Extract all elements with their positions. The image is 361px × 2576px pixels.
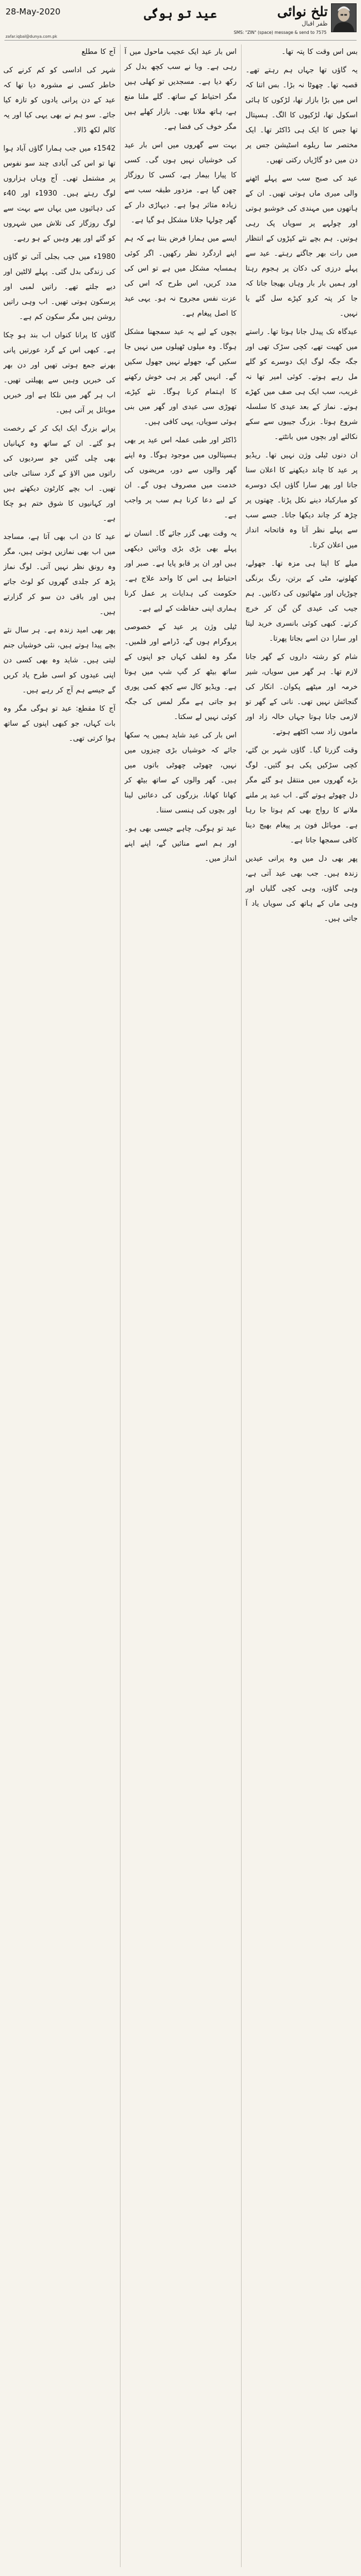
paragraph: 1980ء میں جب بجلی آئی تو گاؤں کی زندگی بدل گئی۔ پہلے لالٹین اور دیے جلتے تھے۔ راتیں لمبی اور پرسکون ہوتی تھیں۔ اب وہی راتیں روشن ہیں مگر سکون کم ہے۔ xyxy=(3,253,116,321)
author-photo xyxy=(331,3,357,32)
header-rule xyxy=(4,40,357,41)
paragraph: عیدگاہ تک پیدل جانا ہوتا تھا۔ راستے میں کھیت تھے، کچی سڑک تھی اور جگہ جگہ لوگ ایک دوسرے کو گلے مل رہے ہوتے۔ کوئی امیر تھا نہ غریب، سب ایک ہی صف میں کھڑے ہوتے۔ نماز کے بعد عیدی کا سلسلہ شروع ہوتا۔ بزرگ جیبوں سے سکے نکالتے اور بچوں میں بانٹتے۔ xyxy=(245,328,358,441)
column-brand xyxy=(277,4,328,27)
paragraph: بچوں کے لیے یہ عید سمجھنا مشکل ہوگا۔ وہ میلوں ٹھیلوں میں نہیں جا سکیں گے، جھولے نہیں جھول سکیں گے۔ انہیں گھر پر ہی خوش رکھنے کا اہتمام کرنا ہوگا۔ نئے کپڑے، تھوڑی سی عیدی اور گھر میں بنی ہوئی سویاں، یہی کافی ہیں۔ xyxy=(124,328,237,426)
paragraph: ان دنوں ٹیلی وژن نہیں تھا۔ ریڈیو پر عید کا چاند دیکھنے کا اعلان سنا جاتا اور پھر سارا گاؤں ایک دوسرے کو مبارکباد دینے نکل پڑتا۔ چھتوں پر چڑھ کر چاند دیکھا جاتا۔ جسے سب سے پہلے نظر آتا وہ فاتحانہ انداز میں اعلان کرتا۔ xyxy=(245,451,358,550)
paragraph: بس اس وقت کا پتہ تھا۔ xyxy=(281,48,358,56)
text-column-2 xyxy=(124,44,237,2567)
paragraph: ڈاکٹر اور طبی عملہ اس عید پر بھی ہسپتالوں میں موجود ہوگا۔ وہ اپنے گھر والوں سے دور، مریضوں کی خدمت میں مصروف ہوں گے۔ ان کے لیے دعا کرنا ہم سب پر واجب ہے۔ xyxy=(124,436,237,520)
article-title: عید تو ہوگی xyxy=(144,7,217,21)
paragraph: اس بار کی عید شاید ہمیں یہ سکھا جائے کہ خوشیاں بڑی چیزوں میں نہیں، چھوٹی چھوٹی باتوں میں ہیں۔ گھر والوں کے ساتھ بیٹھ کر کھانا کھانا، بزرگوں کی دعائیں لینا اور بچوں کی ہنسی سننا۔ xyxy=(124,731,237,815)
paragraph: یہ وقت بھی گزر جائے گا۔ انسان نے پہلے بھی بڑی بڑی وبائیں دیکھی ہیں اور ان پر قابو پایا ہے۔ صبر اور احتیاط ہی اس کا واحد علاج ہے۔ حکومت کی ہدایات پر عمل کرنا ہماری اپنی حفاظت کے لیے ہے۔ xyxy=(124,530,237,613)
author-name: ظفر اقبال xyxy=(302,20,328,28)
column-name: تلخ نوائی xyxy=(277,3,328,19)
paragraph: پرانے بزرگ ایک ایک کر کے رخصت ہو گئے۔ ان کے ساتھ وہ کہانیاں بھی چلی گئیں جو سردیوں کی راتوں میں الاؤ کے گرد سنائی جاتی تھیں۔ اب بچے کارٹون دیکھتے ہیں اور کہانیوں کا شوق ختم ہو چکا ہے۔ xyxy=(3,425,116,523)
column-divider xyxy=(120,44,121,2567)
paragraph: شام کو رشتہ داروں کے گھر جانا لازم تھا۔ ہر گھر میں سویاں، شیر خرمہ اور میٹھے پکوان۔ انکار کی گنجائش نہیں تھی۔ نانی کے گھر تو لازمی جانا ہوتا جہاں خالہ زاد اور ماموں زاد سب اکٹھے ہوتے۔ xyxy=(245,653,358,736)
sms-info: SMS: "ZIN" (space) message & send to 7575 xyxy=(233,30,327,35)
column-divider xyxy=(241,44,242,2567)
publish-date: 28-May-2020 xyxy=(6,7,61,17)
paragraph: عید کی صبح سب سے پہلے اٹھنے والی میری ماں ہوتی تھیں۔ ان کے ہاتھوں میں مہندی کی خوشبو ہوتی اور چولہے پر سویاں پک رہی ہوتیں۔ ہم بچے نئے کپڑوں کے انتظار میں رات بھر جاگتے رہتے۔ عید سے پہلے درزی کی دکان پر ہجوم رہتا اور ہمیں بار بار وہاں بھیجا جاتا کہ جا کر پتہ کرو کپڑے سل گئے یا نہیں۔ xyxy=(245,174,358,318)
paragraph: ایسے میں ہمارا فرض بنتا ہے کہ ہم اپنے اردگرد نظر رکھیں۔ اگر کوئی ہمسایہ مشکل میں ہے تو اس کی مدد کریں، اس طرح کہ اس کی عزت نفس مجروح نہ ہو۔ یہی عید کا اصل پیغام ہے۔ xyxy=(124,234,237,318)
author-email[interactable]: zafar.iqbal@dunya.com.pk xyxy=(6,34,57,39)
paragraph: میلے کا اپنا ہی مزہ تھا۔ جھولے، کھلونے، مٹی کے برتن، رنگ برنگی چوڑیاں اور مٹھائیوں کی دکانیں۔ ہم جیب کی عیدی گن گن کر خرچ کرتے۔ کبھی کوئی بانسری خرید لیتا اور سارا دن اسے بجاتا پھرتا۔ xyxy=(245,560,358,643)
paragraph: اس بار عید ایک عجیب ماحول میں آ رہی ہے۔ وبا نے سب کچھ بدل کر رکھ دیا ہے۔ مسجدیں تو کھلی ہیں مگر احتیاط کے ساتھ۔ گلے ملنا منع ہے، ہاتھ ملانا بھی۔ بازار کھلے ہیں مگر خوف کی فضا ہے۔ xyxy=(124,48,237,131)
paragraph: 1542ء میں جب ہمارا گاؤں آباد ہوا تھا تو اس کی آبادی چند سو نفوس پر مشتمل تھی۔ آج وہاں ہزاروں لوگ رہتے ہیں۔ 1930ء اور 40ء کی دہائیوں میں یہاں سے بہت سے لوگ روزگار کی تلاش میں شہروں کو گئے اور پھر وہیں کے ہو رہے۔ xyxy=(3,144,116,243)
paragraph: وقت گزرتا گیا۔ گاؤں شہر بن گئے، کچی سڑکیں پکی ہو گئیں۔ لوگ بڑے گھروں میں منتقل ہو گئے مگر دل چھوٹے ہوتے گئے۔ اب عید پر ملنے ملانے کا رواج بھی کم ہوتا جا رہا ہے۔ موبائل فون پر پیغام بھیج دینا کافی سمجھا جاتا ہے۔ xyxy=(245,746,358,845)
paragraph: یہ گاؤں تھا جہاں ہم رہتے تھے۔ قصبہ تھا۔ چھوٹا نہ بڑا۔ بس اتنا کہ اس میں بڑا بازار تھا، لڑکوں کا ہائی اسکول تھا، لڑکیوں کا الگ۔ ہسپتال تھا جس کا ایک ہی ڈاکٹر تھا۔ ایک مختصر سا ریلوے اسٹیشن جس پر دن میں دو گاڑیاں رکتی تھیں۔ xyxy=(245,66,358,164)
author-portrait-icon xyxy=(332,4,356,32)
paragraph: ٹیلی وژن پر عید کے خصوصی پروگرام ہوں گے، ڈرامے اور فلمیں۔ مگر وہ لطف کہاں جو اپنوں کے ساتھ بیٹھ کر گپ شپ میں ہوتا ہے۔ ویڈیو کال سے کچھ کمی پوری ہو جاتی ہے مگر لمس کی جگہ کوئی نہیں لے سکتا۔ xyxy=(124,623,237,721)
paragraph: عید تو ہوگی، چاہے جیسی بھی ہو۔ اور ہم اسے منائیں گے، اپنے اپنے انداز میں۔ xyxy=(124,825,237,863)
column-header xyxy=(0,0,361,39)
paragraph: بہت سے گھروں میں اس بار عید کی خوشیاں نہیں ہوں گی۔ کسی کا پیارا بیمار ہے، کسی کا روزگار چھن گیا ہے۔ مزدور طبقہ سب سے زیادہ متاثر ہوا ہے۔ دیہاڑی دار کے گھر چولہا جلانا مشکل ہو گیا ہے۔ xyxy=(124,141,237,224)
paragraph: آج کا مطلع xyxy=(81,48,116,56)
paragraph: عید کا دن اب بھی آتا ہے، مساجد میں اب بھی نمازیں ہوتی ہیں، مگر وہ رونق نظر نہیں آتی۔ لوگ نماز پڑھ کر جلدی گھروں کو لوٹ جاتے ہیں اور باقی دن سو کر گزارتے ہیں۔ xyxy=(3,533,116,616)
text-column-1 xyxy=(245,44,358,2567)
paragraph: گاؤں کا پرانا کنواں اب بند ہو چکا ہے۔ کبھی اس کے گرد عورتیں پانی بھرنے جمع ہوتی تھیں اور دن بھر کی خبریں وہیں سے پھیلتی تھیں۔ اب ہر گھر میں نلکا ہے اور خبریں موبائل پر آتی ہیں۔ xyxy=(3,331,116,415)
paragraph: شہر کی اداسی کو کم کرنے کی خاطر کسی نے مشورہ دیا تھا کہ عید کے دن پرانی یادوں کو تازہ کیا جائے۔ سو ہم نے بھی یہی کیا اور یہ کالم لکھ ڈالا۔ xyxy=(3,66,116,134)
text-column-3 xyxy=(3,44,116,2567)
paragraph: پھر بھی امید زندہ ہے۔ ہر سال نئے بچے پیدا ہوتے ہیں، نئی خوشیاں جنم لیتی ہیں۔ شاید وہ بھی کسی دن اپنی عیدوں کو اسی طرح یاد کریں گے جیسے ہم آج کر رہے ہیں۔ xyxy=(3,626,116,695)
paragraph: آج کا مقطع: عید تو ہوگی مگر وہ بات کہاں، جو کبھی اپنوں کے ساتھ ہوا کرتی تھی۔ xyxy=(3,705,116,743)
paragraph: پھر بھی دل میں وہ پرانی عیدیں زندہ ہیں۔ جب بھی عید آتی ہے، وہی گاؤں، وہی کچی گلیاں اور وہی ماں کے ہاتھ کی سویاں یاد آ جاتی ہیں۔ xyxy=(245,855,358,923)
